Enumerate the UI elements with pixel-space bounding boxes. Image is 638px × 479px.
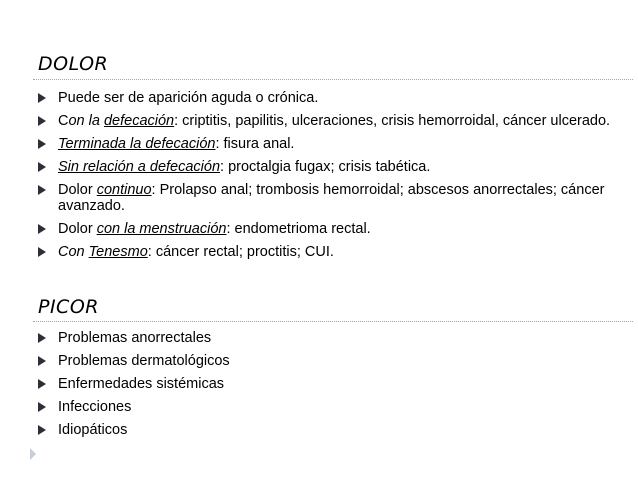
triangle-bullet-icon [38,425,46,435]
triangle-bullet-icon [38,116,46,126]
item-text: on la [68,113,104,129]
list-dolor [38,90,618,267]
item-text: Sin relación a defecación [58,159,221,175]
triangle-bullet-icon [38,185,46,195]
heading-picor: PICOR [38,296,99,318]
item-text: : proctalgia fugax; crisis tabética. [220,159,431,175]
item-text: Dolor [58,182,97,198]
item-text: Enfermedades sistémicas [58,376,225,392]
item-text: : Prolapso anal; trombosis hemorroidal; abscesos anorrectales; cáncer avanzado. [58,182,605,214]
list-item [38,90,618,106]
list-item [38,221,618,237]
item-text: Tenesmo [88,244,148,260]
list-item [38,159,618,175]
item-text: Puede ser de aparición aguda o crónica. [58,90,319,106]
triangle-corner-icon [30,448,36,460]
item-text: continuo [96,182,152,198]
item-text: Idiopáticos [58,422,128,438]
item-text: : cáncer rectal; proctitis; CUI. [147,244,334,260]
item-text: : fisura anal. [215,136,295,152]
heading-dolor: DOLOR [38,53,109,75]
divider [33,321,633,322]
list-item [38,399,618,415]
item-text: : criptitis, papilitis, ulceraciones, crisis hemorroidal, cáncer ulcerado. [174,113,611,129]
item-text: defecación [103,113,175,129]
triangle-bullet-icon [38,162,46,172]
triangle-bullet-icon [38,93,46,103]
item-text: Dolor [58,221,97,237]
item-text: Terminada la defecación [58,136,216,152]
item-text: C [58,113,69,129]
triangle-bullet-icon [38,247,46,257]
item-text: Infecciones [58,399,132,415]
list-item [38,330,618,346]
item-text: Problemas dermatológicos [58,353,230,369]
triangle-bullet-icon [38,224,46,234]
item-text: : endometrioma rectal. [226,221,371,237]
triangle-bullet-icon [38,379,46,389]
list-item [38,422,618,438]
list-item [38,113,618,129]
item-text: con la menstruación [96,221,227,237]
item-text: Con [58,244,89,260]
item-text: Problemas anorrectales [58,330,212,346]
list-item [38,376,618,392]
list-item [38,353,618,369]
triangle-bullet-icon [38,333,46,343]
list-item [38,182,618,214]
divider [33,79,633,80]
list-picor [38,330,618,445]
triangle-bullet-icon [38,402,46,412]
list-item [38,244,618,260]
list-item [38,136,618,152]
triangle-bullet-icon [38,356,46,366]
triangle-bullet-icon [38,139,46,149]
